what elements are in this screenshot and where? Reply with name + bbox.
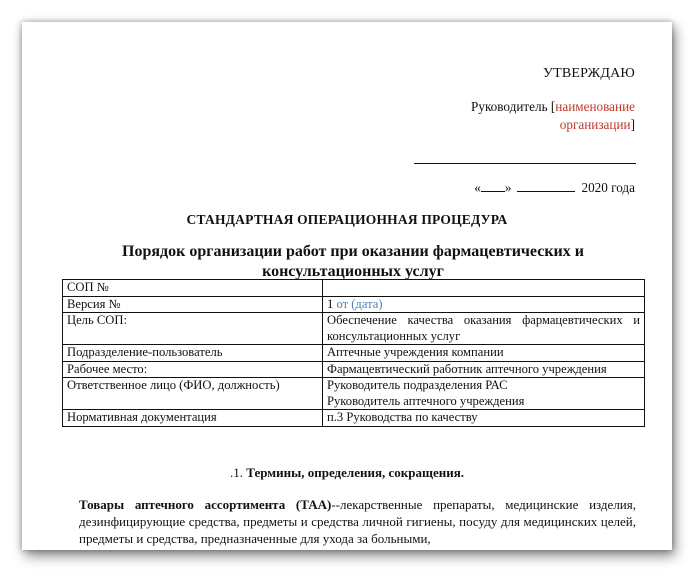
procedure-title: Порядок организации работ при оказании фармацевтических и консультационных услуг <box>122 243 584 280</box>
version-date-placeholder: от (дата) <box>336 296 383 311</box>
signature-line <box>414 163 636 164</box>
row-value <box>323 378 645 410</box>
table-row <box>63 345 645 362</box>
row-value <box>323 280 645 297</box>
responsible-2: Руководитель аптечного учреждения <box>327 393 525 408</box>
row-value: п.3 Руководства по качеству <box>323 410 645 427</box>
date-year: 2020 года <box>581 180 635 195</box>
head-signatory <box>471 98 635 134</box>
definition-paragraph <box>79 496 636 547</box>
month-blank <box>517 180 575 192</box>
row-key: СОП № <box>63 280 323 297</box>
definition-text: --лекарственные препараты, медицинские изделия, дезинфицирующие средства, предметы и средства личной гигиены, посуду для медицинских целей, предметы и средства, предназначенные для ухода за больными, <box>79 497 636 546</box>
row-key: Ответственное лицо (ФИО, должность) <box>63 378 323 410</box>
row-key: Версия № <box>63 296 323 313</box>
org-name-placeholder-1: наименование <box>555 99 635 114</box>
table-row <box>63 378 645 410</box>
version-number: 1 <box>327 296 334 311</box>
date-open-quote: « <box>474 180 481 195</box>
approval-date <box>474 180 635 196</box>
section-number: .1. <box>230 465 244 480</box>
responsible-1: Руководитель подразделения РАС <box>327 378 508 392</box>
row-value: Обеспечение качества оказания фармацевтических и консультационных услуг <box>323 313 645 345</box>
row-key: Рабочее место: <box>63 361 323 378</box>
row-value: Аптечные учреждения компании <box>323 345 645 362</box>
table-row <box>63 296 645 313</box>
definition-term: Товары аптечного ассортимента (ТАА) <box>79 497 332 512</box>
section-title: Термины, определения, сокращения. <box>246 465 464 480</box>
sop-title: СТАНДАРТНАЯ ОПЕРАЦИОННАЯ ПРОЦЕДУРА <box>186 212 508 227</box>
row-key: Нормативная документация <box>63 410 323 427</box>
table-row <box>63 280 645 297</box>
date-close-quote: » <box>504 180 512 195</box>
org-name-placeholder-2: организации <box>559 117 631 132</box>
row-key: Подразделение-пользователь <box>63 345 323 362</box>
row-key: Цель СОП: <box>63 313 323 345</box>
org-close-bracket: ] <box>630 117 635 132</box>
approval-heading: УТВЕРЖДАЮ <box>542 66 635 81</box>
head-label: Руководитель [ <box>471 99 556 114</box>
sop-metadata-table <box>62 279 645 427</box>
table-row <box>63 361 645 378</box>
row-value: Фармацевтический работник аптечного учреждения <box>323 361 645 378</box>
day-blank <box>481 180 505 192</box>
table-row <box>63 313 645 345</box>
table-row <box>63 410 645 427</box>
row-value <box>323 296 645 313</box>
document-page <box>22 22 672 550</box>
section-heading <box>22 465 672 481</box>
